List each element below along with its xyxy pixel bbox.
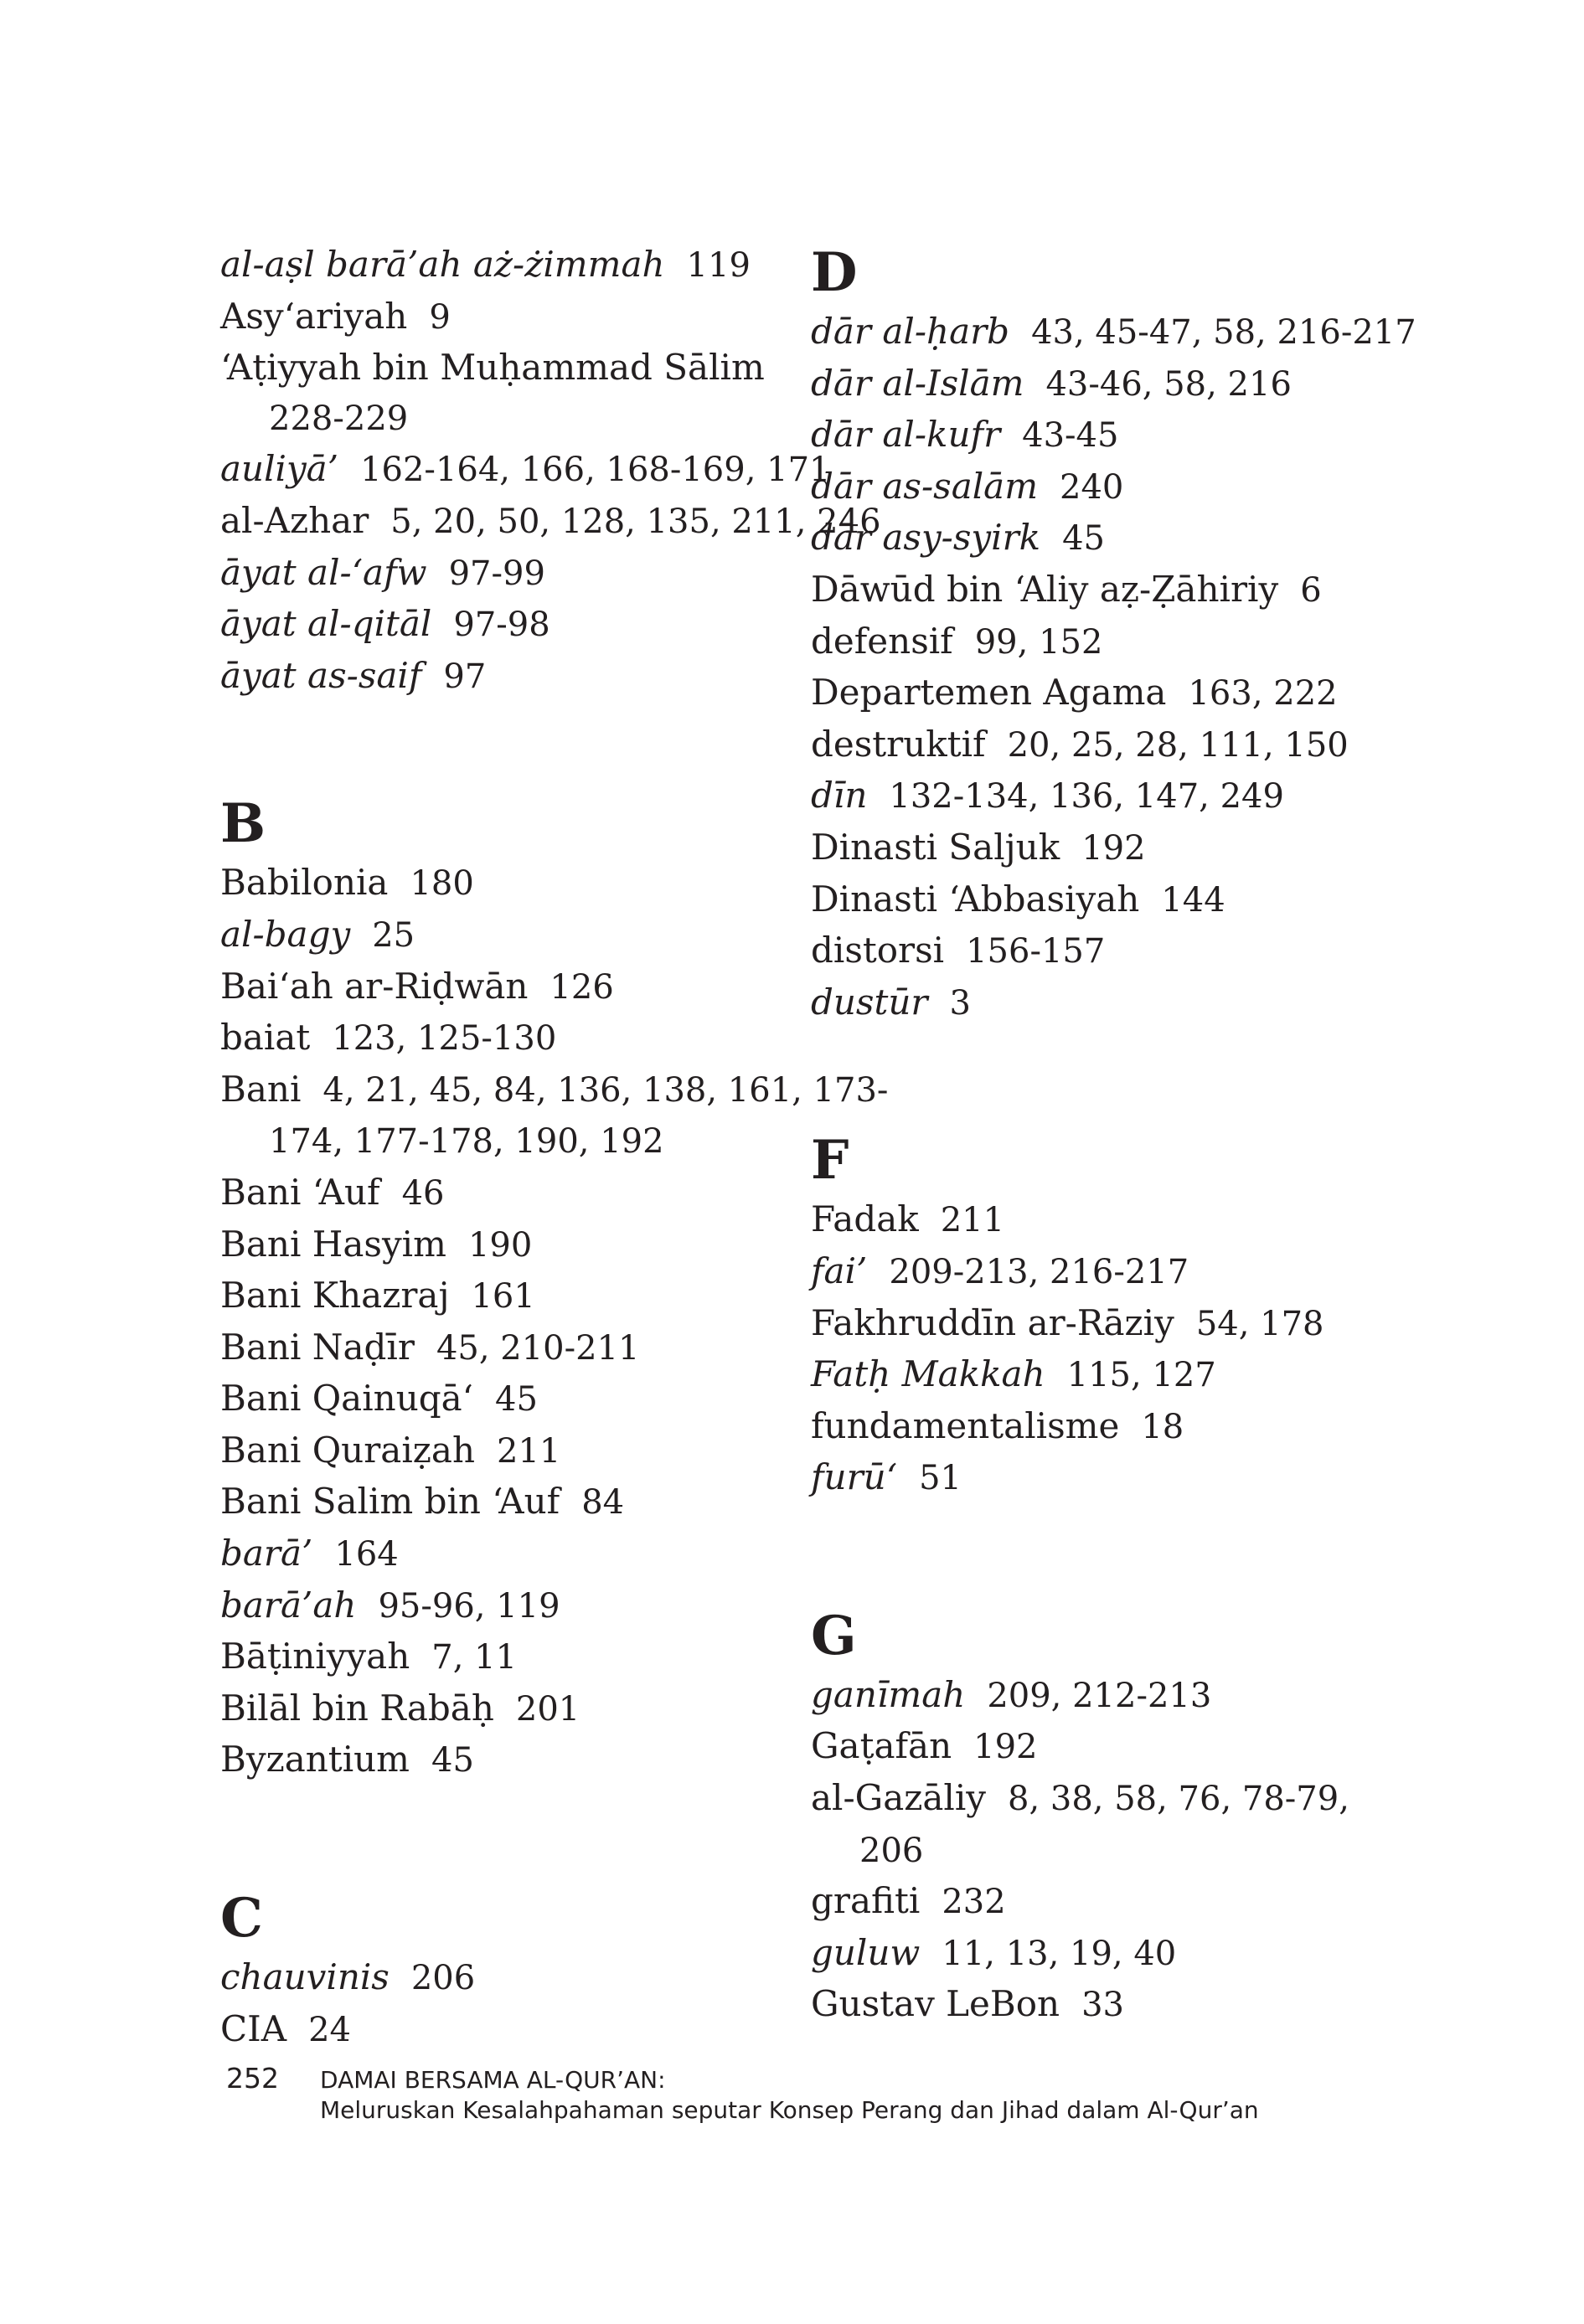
index-page-refs: 228-229 bbox=[269, 399, 409, 438]
index-page-refs: 95-96, 119 bbox=[378, 1586, 560, 1626]
index-entry bbox=[220, 343, 765, 393]
index-entry bbox=[811, 1246, 1347, 1298]
index-page-refs: 24 bbox=[308, 2010, 351, 2049]
index-term: Dinasti ‘Abbasiyah bbox=[811, 878, 1140, 920]
index-letter-b: B bbox=[220, 792, 266, 856]
index-page-refs: 97-98 bbox=[453, 605, 550, 645]
index-term: Dāwūd bin ‘Aliy aẓ-Ẓāhiriy bbox=[811, 568, 1279, 610]
index-page-refs: 7, 11 bbox=[431, 1638, 518, 1677]
index-page-refs: 163, 222 bbox=[1188, 674, 1338, 714]
index-section-a bbox=[220, 240, 881, 702]
index-entry bbox=[220, 1952, 756, 2004]
index-term: Dinasti Saljuk bbox=[811, 826, 1060, 868]
index-entry bbox=[220, 1528, 756, 1580]
index-entry bbox=[220, 393, 756, 445]
index-letter-c: C bbox=[220, 1887, 263, 1950]
index-page-refs: 211 bbox=[497, 1431, 561, 1471]
index-page-refs: 97 bbox=[443, 657, 487, 696]
index-term: al-aṣl barā’ah aż-żimmah bbox=[220, 244, 665, 285]
index-page-refs: 161 bbox=[471, 1277, 535, 1317]
index-entry bbox=[220, 240, 756, 291]
index-entry bbox=[220, 1683, 756, 1735]
index-entry bbox=[811, 1349, 1347, 1401]
index-term: Bani Khazraj bbox=[220, 1275, 450, 1317]
index-page-refs: 11, 13, 19, 40 bbox=[942, 1934, 1177, 1973]
index-entry bbox=[811, 719, 1347, 771]
index-page-refs: 211 bbox=[940, 1201, 1005, 1240]
index-entry bbox=[811, 1670, 1347, 1722]
index-entry bbox=[220, 548, 756, 600]
index-entry bbox=[220, 2004, 756, 2056]
index-letter-g: G bbox=[811, 1604, 857, 1667]
index-term: Gaṭafān bbox=[811, 1725, 952, 1767]
index-term: dār al-Islām bbox=[811, 362, 1024, 404]
index-term: auliyā’ bbox=[220, 448, 339, 490]
index-entry bbox=[811, 667, 1347, 719]
index-entry bbox=[220, 858, 756, 910]
index-entry bbox=[811, 1928, 1347, 1980]
index-entry bbox=[220, 961, 756, 1013]
index-term: fundamentalisme bbox=[811, 1404, 1120, 1446]
index-term: Fakhruddīn ar-Rāziy bbox=[811, 1301, 1174, 1343]
index-term: ‘Aṭiyyah bin Muḥammad Sālim bbox=[220, 347, 765, 389]
index-term: Bani Naḍīr bbox=[220, 1326, 415, 1368]
index-term: Bilāl bin Rabāḥ bbox=[220, 1687, 494, 1729]
index-page-refs: 119 bbox=[686, 246, 751, 285]
running-title bbox=[320, 2065, 1259, 2126]
index-entry bbox=[220, 444, 831, 496]
index-term: Bai‘ah ar-Riḍwān bbox=[220, 965, 529, 1007]
index-page-refs: 51 bbox=[919, 1459, 962, 1498]
index-entry bbox=[220, 1476, 756, 1528]
index-entry bbox=[220, 291, 756, 343]
index-term: Asy‘ariyah bbox=[220, 295, 408, 337]
index-term: Bani bbox=[220, 1068, 302, 1110]
index-page-refs: 156-157 bbox=[966, 932, 1106, 971]
index-entry bbox=[811, 925, 1347, 977]
index-term: dār al-kufr bbox=[811, 414, 1001, 456]
index-term: barā’ah bbox=[220, 1584, 357, 1626]
index-entry bbox=[220, 1734, 756, 1786]
index-page-refs: 190 bbox=[467, 1225, 533, 1265]
index-term: Bani Hasyim bbox=[220, 1223, 446, 1265]
index-term: fai’ bbox=[811, 1250, 868, 1291]
index-term: dār as-salām bbox=[811, 465, 1039, 507]
index-entry bbox=[220, 1425, 756, 1477]
index-term: Departemen Agama bbox=[811, 672, 1167, 714]
index-page-refs: 192 bbox=[973, 1728, 1038, 1767]
index-term: al-Azhar bbox=[220, 499, 369, 541]
index-term: chauvinis bbox=[220, 1956, 390, 1998]
index-term: Gustav LeBon bbox=[811, 1983, 1060, 2025]
index-entry bbox=[811, 1194, 1347, 1246]
index-letter-f: F bbox=[811, 1129, 849, 1193]
index-entry bbox=[220, 1064, 889, 1116]
index-page-refs: 201 bbox=[515, 1689, 580, 1729]
index-page-refs: 192 bbox=[1081, 828, 1146, 868]
index-term: ganīmah bbox=[811, 1673, 966, 1715]
index-term: Bani Salim bin ‘Auf bbox=[220, 1481, 560, 1523]
index-page-refs: 45 bbox=[431, 1741, 474, 1780]
index-term: dustūr bbox=[811, 981, 928, 1023]
index-term: Bāṭiniyyah bbox=[220, 1636, 410, 1677]
index-entry bbox=[811, 1298, 1347, 1350]
index-term: Bani ‘Auf bbox=[220, 1171, 380, 1213]
index-page-refs: 180 bbox=[410, 864, 474, 904]
index-page-refs: 164 bbox=[334, 1535, 399, 1574]
index-entry bbox=[811, 1825, 1347, 1877]
index-page-refs: 43-46, 58, 216 bbox=[1045, 364, 1292, 404]
index-entry bbox=[811, 616, 1347, 668]
index-page-refs: 174, 177-178, 190, 192 bbox=[269, 1122, 664, 1162]
index-term: āyat as-saif bbox=[220, 654, 422, 696]
index-term: dār asy-syirk bbox=[811, 517, 1041, 559]
index-page-refs: 99, 152 bbox=[974, 622, 1103, 662]
index-page-refs: 25 bbox=[372, 915, 415, 955]
index-page-refs: 132-134, 136, 147, 249 bbox=[889, 777, 1284, 817]
index-term: CIA bbox=[220, 2007, 287, 2049]
book-title: DAMAI BERSAMA AL-QUR’AN: bbox=[320, 2066, 666, 2094]
index-page-refs: 54, 178 bbox=[1195, 1304, 1324, 1343]
index-entry bbox=[811, 1452, 1347, 1504]
index-page-refs: 206 bbox=[859, 1831, 924, 1870]
index-term: āyat al-qitāl bbox=[220, 603, 432, 645]
index-term: al-Gazāliy bbox=[811, 1777, 987, 1819]
index-entry bbox=[811, 822, 1347, 874]
index-section-d bbox=[811, 307, 1416, 1028]
index-page-refs: 45 bbox=[1062, 519, 1106, 559]
index-section-g bbox=[811, 1670, 1347, 2031]
index-page-refs: 43-45 bbox=[1022, 416, 1119, 456]
index-page-refs: 206 bbox=[410, 1959, 476, 1998]
index-term: guluw bbox=[811, 1931, 921, 1973]
index-entry bbox=[220, 910, 756, 961]
index-page-refs: 144 bbox=[1161, 880, 1225, 920]
index-entry bbox=[811, 358, 1347, 410]
index-page-refs: 84 bbox=[581, 1483, 625, 1523]
index-entry bbox=[811, 1721, 1347, 1773]
index-entry bbox=[220, 1580, 756, 1632]
index-page-refs: 45 bbox=[495, 1380, 538, 1420]
index-term: Bani Quraiẓah bbox=[220, 1429, 475, 1471]
index-entry bbox=[811, 977, 1347, 1029]
index-page-refs: 162-164, 166, 168-169, 171 bbox=[360, 451, 831, 490]
index-entry bbox=[220, 1013, 756, 1064]
index-entry bbox=[220, 1270, 756, 1322]
index-entry bbox=[811, 564, 1347, 616]
index-term: baiat bbox=[220, 1017, 311, 1059]
index-page-refs: 33 bbox=[1081, 1986, 1125, 2025]
index-term: defensif bbox=[811, 620, 953, 662]
index-page-refs: 45, 210-211 bbox=[436, 1328, 640, 1368]
index-page-refs: 123, 125-130 bbox=[332, 1019, 557, 1059]
index-term: dār al-ḥarb bbox=[811, 311, 1010, 352]
index-term: distorsi bbox=[811, 930, 945, 971]
index-term: Fadak bbox=[811, 1198, 919, 1240]
index-entry bbox=[811, 307, 1416, 358]
index-entry bbox=[811, 1876, 1347, 1928]
index-term: Babilonia bbox=[220, 862, 389, 904]
index-term: āyat al-‘afw bbox=[220, 551, 427, 593]
index-section-f bbox=[811, 1194, 1347, 1504]
index-term: barā’ bbox=[220, 1533, 313, 1574]
index-entry bbox=[220, 1322, 756, 1374]
index-entry bbox=[220, 1167, 756, 1219]
index-entry bbox=[811, 770, 1347, 822]
index-page-refs: 46 bbox=[401, 1173, 445, 1213]
index-entry bbox=[220, 599, 756, 651]
index-page-refs: 6 bbox=[1300, 570, 1322, 610]
page-number: 252 bbox=[226, 2062, 279, 2095]
index-page-refs: 4, 21, 45, 84, 136, 138, 161, 173- bbox=[322, 1070, 889, 1110]
index-page-refs: 9 bbox=[429, 297, 451, 337]
index-entry bbox=[811, 461, 1347, 513]
index-entry bbox=[811, 1401, 1347, 1453]
index-entry bbox=[220, 1373, 756, 1425]
index-page-refs: 97-99 bbox=[448, 554, 545, 593]
index-term: Fatḥ Makkah bbox=[811, 1353, 1045, 1395]
index-term: destruktif bbox=[811, 723, 986, 765]
index-entry bbox=[811, 1979, 1347, 2031]
index-page-refs: 8, 38, 58, 76, 78-79, bbox=[1008, 1780, 1349, 1819]
index-page-refs: 209-213, 216-217 bbox=[889, 1252, 1189, 1291]
index-entry bbox=[811, 1773, 1347, 1825]
index-page-refs: 126 bbox=[549, 967, 614, 1007]
index-page-refs: 18 bbox=[1141, 1407, 1184, 1446]
index-entry bbox=[220, 1631, 756, 1683]
index-section-c bbox=[220, 1952, 756, 2055]
index-term: al-bagy bbox=[220, 913, 351, 955]
index-entry bbox=[220, 651, 756, 703]
index-page-refs: 232 bbox=[942, 1883, 1006, 1922]
index-page-refs: 20, 25, 28, 111, 150 bbox=[1007, 725, 1349, 765]
index-entry bbox=[220, 496, 881, 548]
index-page-refs: 209, 212-213 bbox=[987, 1676, 1212, 1715]
index-term: dīn bbox=[811, 775, 868, 817]
index-page-refs: 43, 45-47, 58, 216-217 bbox=[1031, 313, 1416, 352]
index-term: grafiti bbox=[811, 1880, 921, 1922]
index-term: Bani Qainuqā‘ bbox=[220, 1378, 474, 1420]
book-subtitle: Meluruskan Kesalahpahaman seputar Konsep Perang dan Jihad dalam Al-Qur’an bbox=[320, 2096, 1259, 2124]
index-entry bbox=[220, 1219, 756, 1271]
index-column-right bbox=[811, 240, 1416, 2031]
index-entry bbox=[811, 874, 1347, 926]
index-page-refs: 5, 20, 50, 128, 135, 211, 246 bbox=[390, 502, 881, 541]
index-entry bbox=[811, 410, 1347, 461]
index-term: Byzantium bbox=[220, 1739, 410, 1780]
index-page-refs: 3 bbox=[949, 983, 971, 1023]
index-page-refs: 240 bbox=[1060, 467, 1124, 507]
index-entry bbox=[811, 513, 1347, 564]
index-page-refs: 115, 127 bbox=[1066, 1356, 1216, 1395]
index-term: furū‘ bbox=[811, 1456, 898, 1498]
index-entry bbox=[220, 1116, 756, 1167]
index-letter-d: D bbox=[811, 241, 858, 304]
